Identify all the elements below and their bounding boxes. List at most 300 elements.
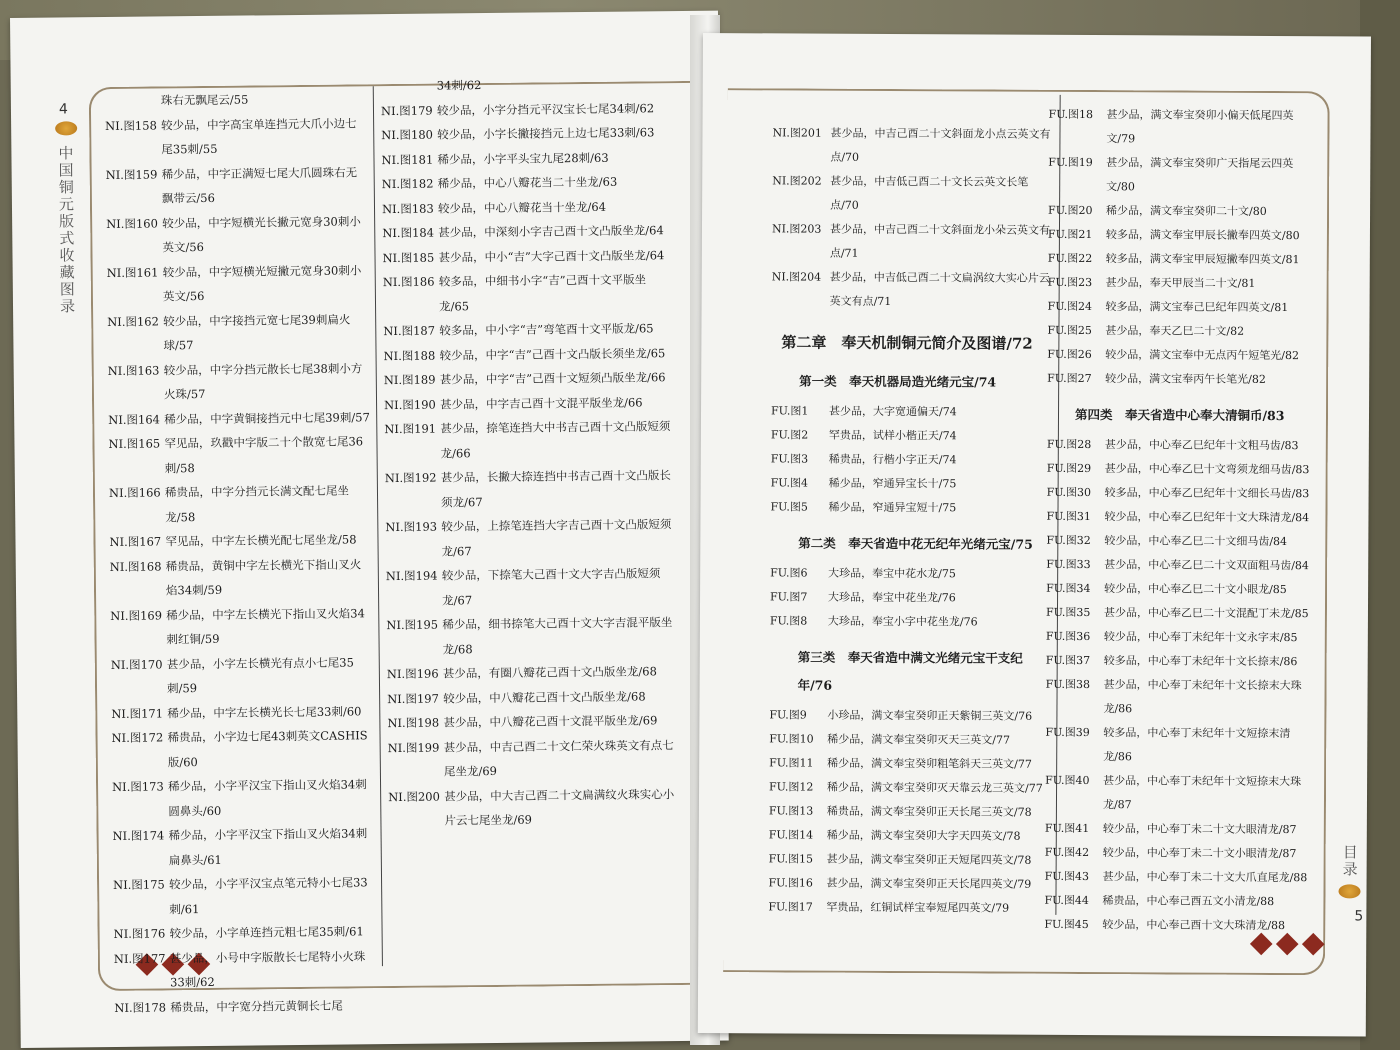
figure-id: NI.图170: [110, 656, 163, 672]
toc-entry: [1044, 889, 1309, 914]
figure-id: FU.图21: [1047, 227, 1093, 242]
figure-id: NI.图182: [381, 176, 434, 192]
toc-entry: [110, 552, 372, 604]
entry-text: 稀少品，中字黄铜接挡元中七尾39刺/57: [164, 409, 370, 426]
figure-id: FU.图19: [1048, 155, 1093, 170]
right-page-number: 5: [1354, 908, 1364, 925]
figure-id: NI.图174: [112, 828, 165, 843]
category-4-list: [1044, 433, 1312, 938]
entry-text: 较多品，中小字“吉”弯笔酉十文平版龙/65: [439, 321, 654, 338]
figure-id: FU.图11: [769, 756, 814, 770]
figure-id: NI.图199: [387, 740, 440, 755]
entry-text: 较多品，中细书小字“吉”己酉十文平版坐龙/65: [438, 272, 647, 314]
toc-entry: [1045, 721, 1310, 770]
toc-entry: [382, 194, 672, 222]
figure-id: FU.图9: [769, 708, 807, 722]
toc-entry: [769, 799, 1049, 824]
entry-text: 较多品，满文宝奉己巳纪年四英文/81: [1105, 300, 1289, 315]
entry-text: 稀少品，中字正满短七尾大爪圆珠右无飘带云/56: [161, 164, 358, 206]
entry-text: 较少品，中心奉乙巳纪年十文大珠清龙/84: [1104, 510, 1310, 525]
figure-id: FU.图36: [1045, 629, 1091, 644]
toc-entry: [1046, 505, 1311, 530]
entry-text: 甚少品，中心奉乙巳纪年十文粗马齿/83: [1104, 438, 1299, 453]
figure-id: NI.图184: [382, 225, 435, 241]
entry-text: 34刺/62: [436, 78, 482, 93]
figure-id: NI.图194: [385, 568, 438, 584]
toc-entry: [384, 365, 674, 393]
entry-text: 较多品，中心奉丁未纪年十文长捺末/86: [1103, 654, 1298, 669]
toc-entry: [1046, 529, 1311, 554]
category-3-list: [768, 703, 1049, 920]
figure-id: FU.图12: [769, 780, 814, 794]
category-2-list: [770, 561, 1050, 634]
toc-entry: [388, 733, 678, 785]
toc-entry: [385, 512, 675, 564]
entry-text: 稀少品，中字左长横光长七尾33刺/60: [167, 703, 362, 720]
figure-id: [381, 74, 437, 99]
figure-id: NI.图181: [381, 152, 434, 167]
figure-id: NI.图185: [382, 250, 435, 265]
toc-column-right-1: [768, 121, 1052, 920]
entry-text: 较少品，中字短横光长撇元宽身30刺小英文/56: [162, 213, 361, 255]
figure-id: FU.图8: [769, 614, 808, 628]
figure-id: NI.图169: [110, 607, 163, 623]
toc-entry: [383, 341, 673, 369]
figure-id: NI.图177: [113, 950, 166, 966]
toc-entry: [383, 267, 673, 319]
entry-text: 小珍品，满文奉宝癸卯正天紫铜三英文/76: [827, 708, 1033, 723]
entry-text: 甚少品，大字宽通偏天/74: [828, 404, 957, 419]
category-title-4: 第四类 奉天省造中心奉大清铜币/83: [1074, 406, 1285, 424]
entry-text: 甚少品，中字“吉”己酉十文短须凸版坐龙/66: [439, 370, 666, 387]
toc-entry: [770, 495, 1050, 520]
figure-id: FU.图28: [1046, 437, 1092, 452]
entry-text: 稀少品，满文奉宝癸卯粗笔斜天三英文/77: [827, 756, 1032, 771]
toc-entry: [385, 463, 675, 515]
toc-entry: [1047, 319, 1312, 344]
figure-id: NI.图175: [113, 877, 165, 892]
toc-column-right-2: [1044, 103, 1313, 938]
figure-id: FU.图1: [770, 404, 809, 418]
entry-text: 较少品，中字短横光短撇元宽身30刺小英文/56: [162, 262, 362, 304]
figure-id: [105, 88, 161, 113]
toc-entry: [771, 423, 1051, 448]
entry-text: 罕贵品，红铜试样宝奉短尾四英文/79: [826, 900, 1010, 915]
toc-entry: [111, 723, 373, 775]
entry-text: 稀贵品，中字分挡元长满文配七尾坐龙/58: [164, 483, 350, 524]
entry-text: 甚少品，中八瓣花己酉十文混平版坐龙/69: [443, 713, 658, 730]
toc-entry: [769, 823, 1049, 848]
entry-text: 较少品，上捺笔连挡大字吉己酉十文凸版短须龙/67: [441, 517, 672, 559]
entry-text: 大珍品，奉宝小字中花坐龙/76: [827, 614, 978, 629]
toc-entry: [769, 703, 1049, 728]
entry-text: 甚少品，中心奉丁未纪年十文短捺末大珠龙/87: [1102, 774, 1302, 812]
entry-text: 稀贵品，黄铜中字左长横光下指山叉火焰34刺/59: [165, 556, 362, 598]
figure-id: NI.图168: [109, 558, 162, 574]
toc-entry: [1048, 199, 1313, 224]
figure-id: NI.图200: [388, 789, 440, 804]
entry-text: 较少品，下捺笔大己酉十文大字吉凸版短须龙/67: [441, 566, 661, 608]
toc-entry: [387, 708, 677, 736]
toc-entry: [771, 399, 1051, 424]
toc-entry: [1047, 457, 1312, 482]
entry-text: 较少品，中心奉丁未二十文大眼清龙/87: [1102, 822, 1297, 837]
toc-entry: [1045, 769, 1310, 818]
figure-id: FU.图18: [1048, 107, 1094, 122]
toc-entry: [769, 751, 1049, 776]
toc-entry: [1045, 817, 1310, 842]
entry-text: 稀少品，满文奉宝癸卯大字天四英文/78: [826, 828, 1021, 843]
toc-entry: [1048, 103, 1313, 152]
figure-id: NI.图165: [108, 436, 161, 451]
figure-id: NI.图204: [771, 270, 822, 284]
category-title-3: 第三类 奉天省造中满文光绪元宝干支纪年/76: [797, 649, 1023, 693]
toc-column-left-2: [381, 71, 679, 833]
toc-entry: [769, 727, 1049, 752]
entry-text: 罕见品，玖戳中字版二十个散宽七尾36刺/58: [164, 434, 364, 475]
figure-id: NI.图176: [113, 926, 166, 941]
entry-text: 甚少品，中小“吉”大字己酉十文凸版坐龙/64: [438, 247, 665, 265]
figure-id: NI.图190: [383, 397, 436, 412]
figure-id: NI.图192: [384, 470, 437, 486]
figure-id: FU.图24: [1047, 299, 1092, 314]
toc-entry: [1044, 913, 1309, 938]
chapter-title: 第二章 奉天机制铜元简介及图谱/72: [781, 333, 1033, 353]
entry-text: 稀少品，满文奉宝癸卯灭天三英文/77: [827, 732, 1011, 747]
figure-id: FU.图27: [1047, 371, 1092, 386]
figure-id: FU.图3: [770, 452, 809, 466]
figure-id: FU.图7: [770, 590, 808, 604]
toc-entry: [106, 160, 368, 212]
toc-entry: [772, 121, 1052, 170]
figure-id: FU.图30: [1046, 485, 1092, 500]
figure-id: FU.图17: [768, 900, 813, 914]
entry-text: 稀少品，小字平汉宝下指山叉火焰34刺扁鼻头/61: [168, 826, 368, 867]
figure-id: FU.图37: [1045, 653, 1091, 668]
toc-entry: [1046, 601, 1311, 626]
toc-entry: [772, 169, 1052, 218]
figure-id: NI.图172: [111, 730, 164, 745]
toc-entry: [381, 71, 671, 99]
toc-entry: [1046, 553, 1311, 578]
book-title-vertical: 中国铜元版式收藏图录: [58, 144, 76, 316]
toc-entry: [109, 478, 371, 530]
toc-entry: [1048, 247, 1313, 272]
entry-text: 甚少品，中心奉乙巳二十文双面粗马齿/84: [1104, 558, 1309, 573]
figure-id: NI.图187: [383, 323, 436, 339]
entry-text: 甚少品，中吉己酉二十文斜面龙小点云英文有点/70: [830, 126, 1051, 164]
entry-text: 罕见品，中字左长横光配七尾坐龙/58: [165, 532, 357, 549]
entry-text: 稀少品，窄通异宝短十/75: [828, 500, 957, 515]
toc-entry: [108, 429, 370, 481]
toc-entry: [111, 699, 373, 726]
figure-id: NI.图166: [108, 485, 161, 500]
toc-entry: [1045, 673, 1310, 722]
toc-entry: [1046, 577, 1311, 602]
toc-entry: [383, 316, 673, 344]
ni-entries-continued: [772, 121, 1053, 314]
figure-id: FU.图14: [768, 828, 814, 842]
entry-text: 稀少品，小字平汉宝下指山叉火焰34刺圆鼻头/60: [167, 777, 367, 818]
entry-text: 较少品，中字分挡元散长七尾38刺小方火珠/57: [163, 360, 363, 402]
entry-text: 较多品，满文奉宝甲辰长撇奉四英文/80: [1105, 228, 1300, 243]
toc-entry: [108, 356, 370, 408]
side-label-vertical: 目录: [1342, 843, 1358, 879]
entry-text: 甚少品，中心奉乙巳二十文混配丁未龙/85: [1103, 606, 1309, 621]
entry-text: 较少品，中字“吉”己酉十文凸版长须坐龙/65: [439, 345, 666, 363]
toc-entry: [770, 609, 1050, 634]
toc-entry: [770, 585, 1050, 610]
entry-text: 甚少品，中心奉乙巳十文弯须龙细马齿/83: [1104, 462, 1310, 477]
entry-text: 较少品，中字接挡元宽七尾39刺扁火球/57: [163, 311, 351, 353]
figure-id: NI.图160: [106, 215, 158, 231]
figure-id: FU.图22: [1047, 251, 1093, 266]
toc-entry: [772, 265, 1052, 314]
figure-id: NI.图193: [385, 519, 438, 535]
figure-id: FU.图42: [1044, 845, 1090, 860]
figure-id: NI.图164: [108, 411, 160, 427]
entry-text: 稀少品，窄通异宝长十/75: [828, 476, 957, 491]
figure-id: FU.图26: [1047, 347, 1092, 362]
figure-id: NI.图167: [109, 534, 162, 549]
entry-text: 稀少品，中字左长横光下指山叉火焰34刺红铜/59: [166, 605, 365, 647]
entry-text: 较少品，中心八瓣花当十坐龙/64: [437, 199, 607, 216]
entry-text: 甚少品，奉天甲辰当二十文/81: [1105, 276, 1256, 290]
fu-entries-continued: [1047, 103, 1314, 392]
entry-text: 较多品，满文奉宝甲辰短撇奉四英文/81: [1105, 252, 1300, 267]
entry-text: 稀贵品，满文奉宝癸卯正天长尾三英文/78: [826, 804, 1032, 819]
entry-text: 较少品，中字高宝单连挡元大爪小边七尾35刺/55: [161, 115, 357, 157]
toc-entry: [112, 772, 374, 824]
figure-id: NI.图163: [107, 362, 160, 378]
entry-text: 甚少品，中深刻小字吉己酉十文凸版坐龙/64: [438, 223, 664, 240]
toc-entry: [1048, 295, 1313, 320]
toc-entry: [1047, 481, 1312, 506]
entry-text: 稀少品，满文奉宝癸卯二十文/80: [1106, 204, 1267, 218]
figure-id: NI.图189: [383, 372, 436, 388]
entry-text: 较多品，中心奉丁未纪年十文短捺末清龙/86: [1103, 726, 1291, 764]
entry-text: 甚少品，奉天乙巳二十文/82: [1105, 324, 1245, 338]
toc-entry: [384, 390, 674, 418]
toc-entry: [381, 145, 671, 173]
entry-text: 甚少品，满文奉宝癸卯正天长尾四英文/79: [826, 876, 1032, 891]
figure-id: FU.图6: [770, 566, 808, 580]
entry-text: 甚少品，中吉低己酉二十文长云英文长笔点/70: [830, 174, 1029, 212]
figure-id: NI.图179: [380, 103, 433, 118]
entry-text: 罕贵品，试样小楷正天/74: [828, 428, 957, 443]
entry-text: 甚少品，捺笔连挡大中书吉己酉十文凸版短须龙/66: [440, 419, 671, 461]
toc-entry: [382, 169, 672, 197]
entry-text: 稀贵品，中字宽分挡元黄铜长七尾: [170, 998, 343, 1014]
entry-text: 甚少品，中心奉丁未纪年十文长捺末大珠龙/86: [1103, 678, 1302, 716]
entry-text: 甚少品，中吉己酉二十文仁荣火珠英文有点七尾坐龙/69: [443, 737, 674, 779]
entry-text: 甚少品，满文奉宝癸卯正天短尾四英文/78: [826, 852, 1032, 867]
figure-id: NI.图197: [387, 691, 439, 706]
entry-text: 较少品，小字单连挡元粗七尾35刺/61: [169, 924, 364, 941]
figure-id: FU.图32: [1046, 533, 1091, 548]
entry-text: 稀少品，小字平头宝九尾28刺/63: [437, 150, 609, 167]
toc-entry: [109, 527, 371, 554]
entry-text: 甚少品，小号中字版散长七尾特小火珠33刺/62: [169, 948, 366, 990]
toc-entry: [769, 775, 1049, 800]
toc-entry: [386, 610, 676, 662]
toc-entry: [381, 96, 671, 124]
toc-entry: [106, 209, 368, 261]
entry-text: 稀贵品，行楷小字正天/74: [828, 452, 957, 467]
toc-entry: [105, 111, 367, 163]
toc-entry: [105, 86, 367, 113]
toc-entry: [387, 684, 677, 712]
toc-entry: [1048, 223, 1313, 248]
entry-text: 甚少品，中心奉丁未二十文大爪直尾龙/88: [1102, 870, 1308, 885]
figure-id: NI.图183: [381, 201, 434, 216]
toc-entry: [382, 218, 672, 246]
toc-entry: [768, 895, 1048, 920]
entry-text: 较少品，小字长撇接挡元上边七尾33刺/63: [437, 125, 655, 142]
entry-text: 较少品，满文宝奉丙午长笔光/82: [1105, 372, 1266, 386]
entry-text: 大珍品，奉宝中花坐龙/76: [828, 590, 956, 605]
entry-text: 甚少品，中吉己酉二十文斜面龙小朵云英文有点/71: [829, 222, 1051, 260]
entry-text: 甚少品，满文奉宝癸卯小偏天低尾四英文/79: [1106, 108, 1294, 146]
toc-entry: [107, 307, 369, 359]
figure-id: FU.图13: [768, 804, 814, 818]
toc-entry: [114, 944, 376, 996]
figure-id: FU.图25: [1047, 323, 1092, 338]
figure-id: NI.图188: [383, 348, 436, 363]
left-page-number: 4: [58, 101, 68, 118]
toc-entry: [108, 405, 370, 432]
figure-id: FU.图15: [768, 852, 814, 866]
toc-entry: [1048, 271, 1313, 296]
figure-id: FU.图35: [1045, 605, 1091, 620]
figure-id: FU.图10: [769, 732, 814, 746]
toc-entry: [110, 601, 372, 653]
toc-entry: [382, 243, 672, 271]
toc-entry: [114, 993, 376, 1020]
category-1-list: [770, 399, 1051, 520]
figure-id: NI.图178: [114, 999, 167, 1015]
toc-entry: [771, 471, 1051, 496]
entry-text: 较少品，中心奉乙巳二十文细马齿/84: [1104, 534, 1288, 549]
toc-entry: [111, 650, 373, 702]
entry-text: 较少品，满文宝奉中无点丙午短笔光/82: [1105, 348, 1300, 363]
toc-column-left-1: [105, 86, 377, 1020]
diamond-ornament-icon: [1250, 936, 1324, 952]
figure-id: NI.图202: [772, 174, 822, 188]
entry-text: 稀少品，满文奉宝癸卯灭天靠云龙三英文/77: [827, 780, 1043, 795]
toc-entry: [769, 847, 1049, 872]
figure-id: FU.图38: [1045, 677, 1091, 692]
figure-id: NI.图161: [106, 264, 159, 280]
entry-text: 大珍品，奉宝中花水龙/75: [828, 566, 956, 581]
toc-entry: [1048, 151, 1313, 200]
figure-id: FU.图39: [1045, 725, 1090, 740]
figure-id: FU.图44: [1044, 893, 1089, 908]
entry-text: 稀少品，细书捺笔大己酉十文大字吉混平版坐龙/68: [442, 615, 673, 657]
toc-entry: [770, 561, 1050, 586]
figure-id: NI.图180: [381, 127, 434, 143]
entry-text: 甚少品，中吉低己酉二十文扁涡纹大实心片云英文有点/71: [829, 270, 1050, 308]
entry-text: 较少品，中心奉丁未二十文小眼清龙/87: [1102, 846, 1297, 861]
figure-id: FU.图34: [1046, 581, 1091, 596]
entry-text: 较少品，小字分挡元平汉宝长七尾34刺/62: [436, 100, 655, 118]
entry-text: 甚少品，有圈八瓣花己酉十文凸版坐龙/68: [442, 664, 657, 681]
figure-id: FU.图5: [770, 500, 808, 514]
toc-entry: [386, 561, 676, 613]
ornament-dot-icon: [55, 121, 77, 135]
figure-id: NI.图186: [382, 274, 435, 290]
entry-text: 甚少品，满文奉宝癸卯广天指尾云四英文/80: [1106, 156, 1294, 194]
left-page: [10, 11, 729, 1048]
figure-id: FU.图2: [770, 428, 809, 442]
toc-entry: [1046, 625, 1311, 650]
entry-text: 较少品，小字平汉宝点笔元特小七尾33刺/61: [169, 875, 368, 916]
figure-id: FU.图43: [1044, 869, 1090, 884]
figure-id: NI.图162: [107, 313, 159, 329]
toc-entry: [388, 782, 678, 834]
figure-id: NI.图171: [111, 705, 164, 721]
figure-id: NI.图191: [384, 421, 437, 437]
entry-text: 较少品，中心奉己酉十文大珠清龙/88: [1102, 918, 1286, 933]
entry-text: 稀贵品，中心奉己酉五文小清龙/88: [1102, 894, 1275, 909]
figure-id: NI.图196: [386, 666, 439, 682]
entry-text: 较少品，中心奉乙巳二十文小眼龙/85: [1104, 582, 1287, 597]
toc-entry: [768, 871, 1048, 896]
entry-text: 甚少品，中字吉己酉十文混平版坐龙/66: [439, 394, 643, 412]
entry-text: 甚少品，小字左长横光有点小七尾35刺/59: [166, 654, 354, 696]
toc-entry: [381, 120, 671, 148]
figure-id: NI.图203: [771, 222, 822, 236]
right-page: [698, 33, 1371, 1036]
figure-id: FU.图31: [1046, 509, 1091, 524]
figure-id: NI.图158: [105, 117, 157, 133]
toc-entry: [113, 870, 375, 922]
figure-id: FU.图16: [768, 876, 813, 890]
entry-text: 甚少品，长撇大捺连挡中书吉己酉十文凸版长须龙/67: [440, 468, 671, 510]
figure-id: FU.图40: [1045, 773, 1090, 788]
toc-entry: [1046, 649, 1311, 674]
figure-id: FU.图29: [1046, 461, 1092, 476]
toc-entry: [1047, 343, 1312, 368]
category-title-2: 第二类 奉天省造中花无纪年光绪元宝/75: [798, 535, 1033, 552]
figure-id: NI.图173: [111, 779, 164, 794]
figure-id: FU.图4: [770, 476, 809, 490]
toc-entry: [1047, 367, 1312, 392]
figure-id: NI.图159: [105, 166, 158, 182]
figure-id: FU.图45: [1044, 917, 1089, 932]
entry-text: 珠右无飘尾云/55: [160, 92, 249, 108]
toc-entry: [387, 659, 677, 687]
entry-text: 较多品，中心奉乙巳纪年十文细长马齿/83: [1104, 486, 1310, 501]
figure-id: NI.图195: [386, 617, 439, 633]
toc-entry: [1047, 433, 1312, 458]
entry-text: 较少品，中八瓣花己酉十文凸版坐龙/68: [443, 688, 646, 706]
toc-entry: [771, 447, 1051, 472]
toc-entry: [772, 217, 1052, 266]
ornament-dot-icon: [1338, 884, 1360, 898]
toc-entry: [107, 258, 369, 310]
entry-text: 较少品，中心奉丁未纪年十文永字末/85: [1103, 630, 1298, 645]
figure-id: FU.图23: [1047, 275, 1093, 290]
figure-id: NI.图198: [387, 715, 440, 731]
category-title-1: 第一类 奉天机器局造光绪元宝/74: [799, 373, 997, 390]
toc-entry: [1045, 865, 1310, 890]
toc-entry: [1045, 841, 1310, 866]
toc-entry: [112, 821, 374, 873]
figure-id: FU.图33: [1046, 557, 1091, 572]
figure-id: FU.图20: [1048, 203, 1093, 218]
toc-entry: [113, 919, 375, 946]
